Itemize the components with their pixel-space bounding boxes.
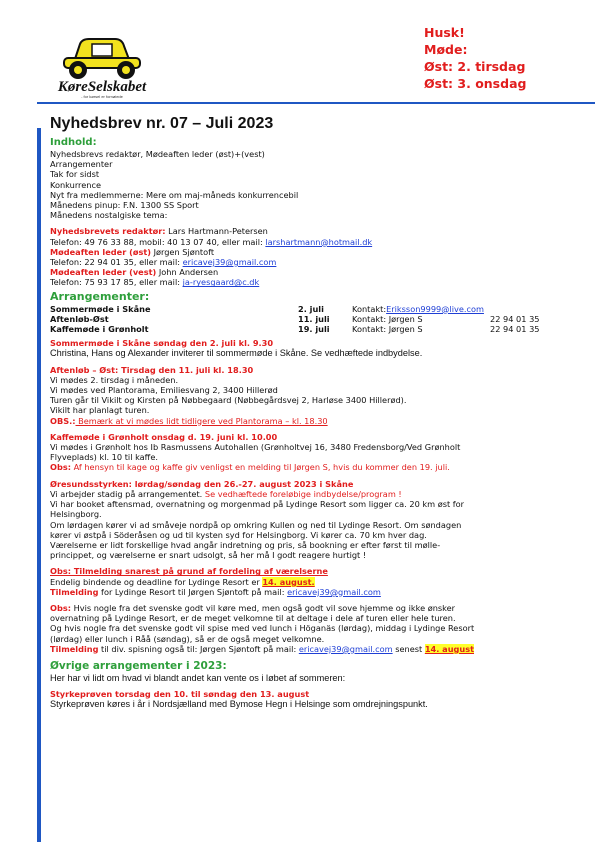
deadline-line: Endelig bindende og deadline for Lydinge Resort er 14. august. [50,576,315,587]
evening-heading: Aftenløb – Øst: Tirsdag den 11. juli kl. 18.30 [50,364,254,375]
obs2-line: overnatning på Lydinge Resort, er de meget velkomne til at deltage i dele af turen eller hele turen. [50,613,456,624]
contents-item: Tak for sidst [50,169,100,180]
event-contact: Kontakt: Jørgen S [352,324,423,335]
meeting-reminder [424,24,526,92]
editor-phone: Telefon: 49 76 33 88, mobil: 40 13 07 40, eller mail: larshartmann@hotmail.dk [50,236,373,247]
coffee-line: Vi mødes i Grønholt hos Ib Rasmussens Autohallen (Grønholtvej 16, 3480 Fredensborg/Ved Grønholt [50,442,461,453]
event-name: Kaffemøde i Grønholt [50,324,149,335]
sound-intro: Vi arbejder stadig på arrangementet. Se vedhæftede foreløbige indbydelse/program ! [50,488,402,499]
contents-item: Månedens pinup: F.N. 1300 SS Sport [50,200,199,211]
sound-heading: Øresundsstyrken: lørdag/søndag den 26.-27. august 2023 i Skåne [50,478,354,489]
event-date: 19. juli [298,324,330,335]
west-role: Mødeaften leder (vest) [50,267,157,278]
contents-heading: Indhold: [50,137,97,148]
editor-email-link[interactable]: larshartmann@hotmail.dk [265,236,373,247]
left-accent-bar [37,128,41,842]
evening-line: Vi mødes 2. tirsdag i måneden. [50,374,179,385]
summer-text: Christina, Hans og Alexander inviterer til sommermøde i Skåne. Se vedhæftede indbydelse. [50,348,423,359]
event-contact: Kontakt: [352,303,387,314]
event-name: Aftenløb-Øst [50,313,109,324]
coffee-line: Flyveplads) kl. 10 til kaffe. [50,452,158,463]
coffee-heading: Kaffemøde i Grønholt onsdag d. 19. juni kl. 10.00 [50,431,278,442]
sound-line: Vi har booket aftensmad, overnatning og morgenmad på Lydinge Resort som ligger ca. 20 km øst for [50,499,465,510]
contents-item: Månedens nostalgiske tema: [50,210,168,221]
east-role: Mødeaften leder (øst) [50,246,151,257]
editor-name: Lars Hartmann-Petersen [165,226,268,237]
west-email-link[interactable]: ja-ryesgaard@c.dk [182,277,260,288]
other-heading: Øvrige arrangementer i 2023: [50,659,227,672]
obs2-line: (lørdag) eller lunch i Råå (søndag), så er de også meget velkomne. [50,633,325,644]
contents-item: Nyt fra medlemmerne: Mere om maj-måneds konkurrencebil [50,189,299,200]
event-contact: Kontakt: Jørgen S [352,313,423,324]
editor-contact: Nyhedsbrevets redaktør: Lars Hartmann-Petersen [50,226,268,237]
event-date: 2. juli [298,303,324,314]
svg-text:KøreSelskabet: KøreSelskabet [57,79,147,95]
contents-item: Nyhedsbrevs redaktør, Mødeaften leder (øst)+(vest) [50,149,265,159]
other-event-text: Styrkeprøven køres i år i Nordsjælland med Bymose Hegn i Helsinge som omdrejningspunkt. [50,699,428,710]
deadline-date: 14. august. [262,576,315,587]
event-contact-link[interactable]: Eriksson9999@live.com [386,303,484,314]
event-phone: 22 94 01 35 [490,313,540,324]
signup-email-link[interactable]: ericavej39@gmail.com [287,586,381,597]
events-heading: Arrangementer: [50,289,150,303]
evening-line: Vikilt har planlagt turen. [50,405,150,416]
east-name: Jørgen Sjøntoft [150,246,215,257]
event-date: 11. juli [298,313,330,324]
sound-line: Om lørdagen kører vi ad småveje nordpå op omkring Kullen og ned til Lydinge Resort. Om søndagen [50,519,462,530]
west-phone: Telefon: 75 93 17 85, eller mail: ja-ryesgaard@c.dk [50,277,260,288]
sound-line: princippet, og værelserne er snart udsolgt, så her må I godt reagere hurtigt ! [50,550,367,561]
obs2-line: Obs: Hvis nogle fra det svenske godt vil køre med, men også godt vil sove hjemme og ikke ønsker [50,602,456,613]
reminder-line: Øst: 3. onsdag [424,76,527,91]
other-intro: Her har vi lidt om hvad vi blandt andet kan vente os i løbet af sommeren: [50,672,346,683]
registration-heading: Obs: Tilmelding snarest på grund af fordeling af værelserne [50,566,328,577]
east-email-link[interactable]: ericavej39@gmail.com [182,257,277,268]
vintage-car-icon [52,18,152,98]
other-event-heading: Styrkeprøven torsdag den 10. til søndag den 13. august [50,689,310,700]
west-name: John Andersen [156,267,219,278]
newsletter-title: Nyhedsbrev nr. 07 – Juli 2023 [50,115,274,132]
reminder-line: Møde: [424,42,468,57]
contents-item: Konkurrence [50,179,102,190]
coffee-note: Obs: Af hensyn til kage og kaffe giv venligst en melding til Jørgen S, hvis du kommer den 19. juli. [50,462,450,473]
event-row [50,324,588,334]
contents-item: Arrangementer [50,159,113,170]
east-contact [50,247,588,257]
event-row [50,314,588,324]
signup2-line: Tilmelding til div. spisning også til: Jørgen Sjøntoft på mail: ericavej39@gmail.com senest 14. august [50,643,475,654]
signup-line: Tilmelding for Lydinge Resort til Jørgen Sjøntoft på mail: ericavej39@gmail.com [50,586,381,597]
signup2-date: 14. august [424,643,475,654]
evening-line: Vi mødes ved Plantorama, Emiliesvang 2, 3400 Hillerød [50,385,278,396]
obs2-line: Og hvis nogle fra det svenske godt vil spise med ved lunch i Höganäs (lørdag), middag i Lydinge Resort [50,623,475,634]
evening-note: OBS.: Bemærk at vi mødes lidt tidligere ved Plantorama – kl. 18.30 [50,415,328,426]
sound-line: Værelserne er lidt forskellige hvad angår indretning og pris, så bookning er efter først til mølle- [50,539,441,550]
summer-heading: Sommermøde i Skåne søndag den 2. juli kl. 9.30 [50,338,274,349]
event-phone: 22 94 01 35 [490,324,540,335]
reminder-line: Husk! [424,25,465,40]
sound-line: Helsingborg. [50,509,102,520]
signup2-email-link[interactable]: ericavej39@gmail.com [298,643,393,654]
svg-text:- for kørsel er fornøjede: - for kørsel er fornøjede [81,94,123,98]
newsletter-body [50,136,588,710]
event-name: Sommermøde i Skåne [50,303,151,314]
east-phone: Telefon: 22 94 01 35, eller mail: ericavej39@gmail.com [50,257,277,268]
west-contact [50,267,588,277]
evening-line: Turen går til Vikilt og Kirsten på Nøbbegaard (Nøbbegårdsvej 2, Harløse 3400 Hillerød). [50,395,407,406]
header-rule [37,102,595,104]
sound-line: kører vi østpå i Söderåsen og ud til kysten syd for Helsingborg. Vi kører ca. 70 km hver dag. [50,529,427,540]
koreselskabet-logo [52,18,152,98]
reminder-line: Øst: 2. tirsdag [424,59,526,74]
editor-role: Nyhedsbrevets redaktør [50,226,163,237]
event-row [50,304,588,314]
